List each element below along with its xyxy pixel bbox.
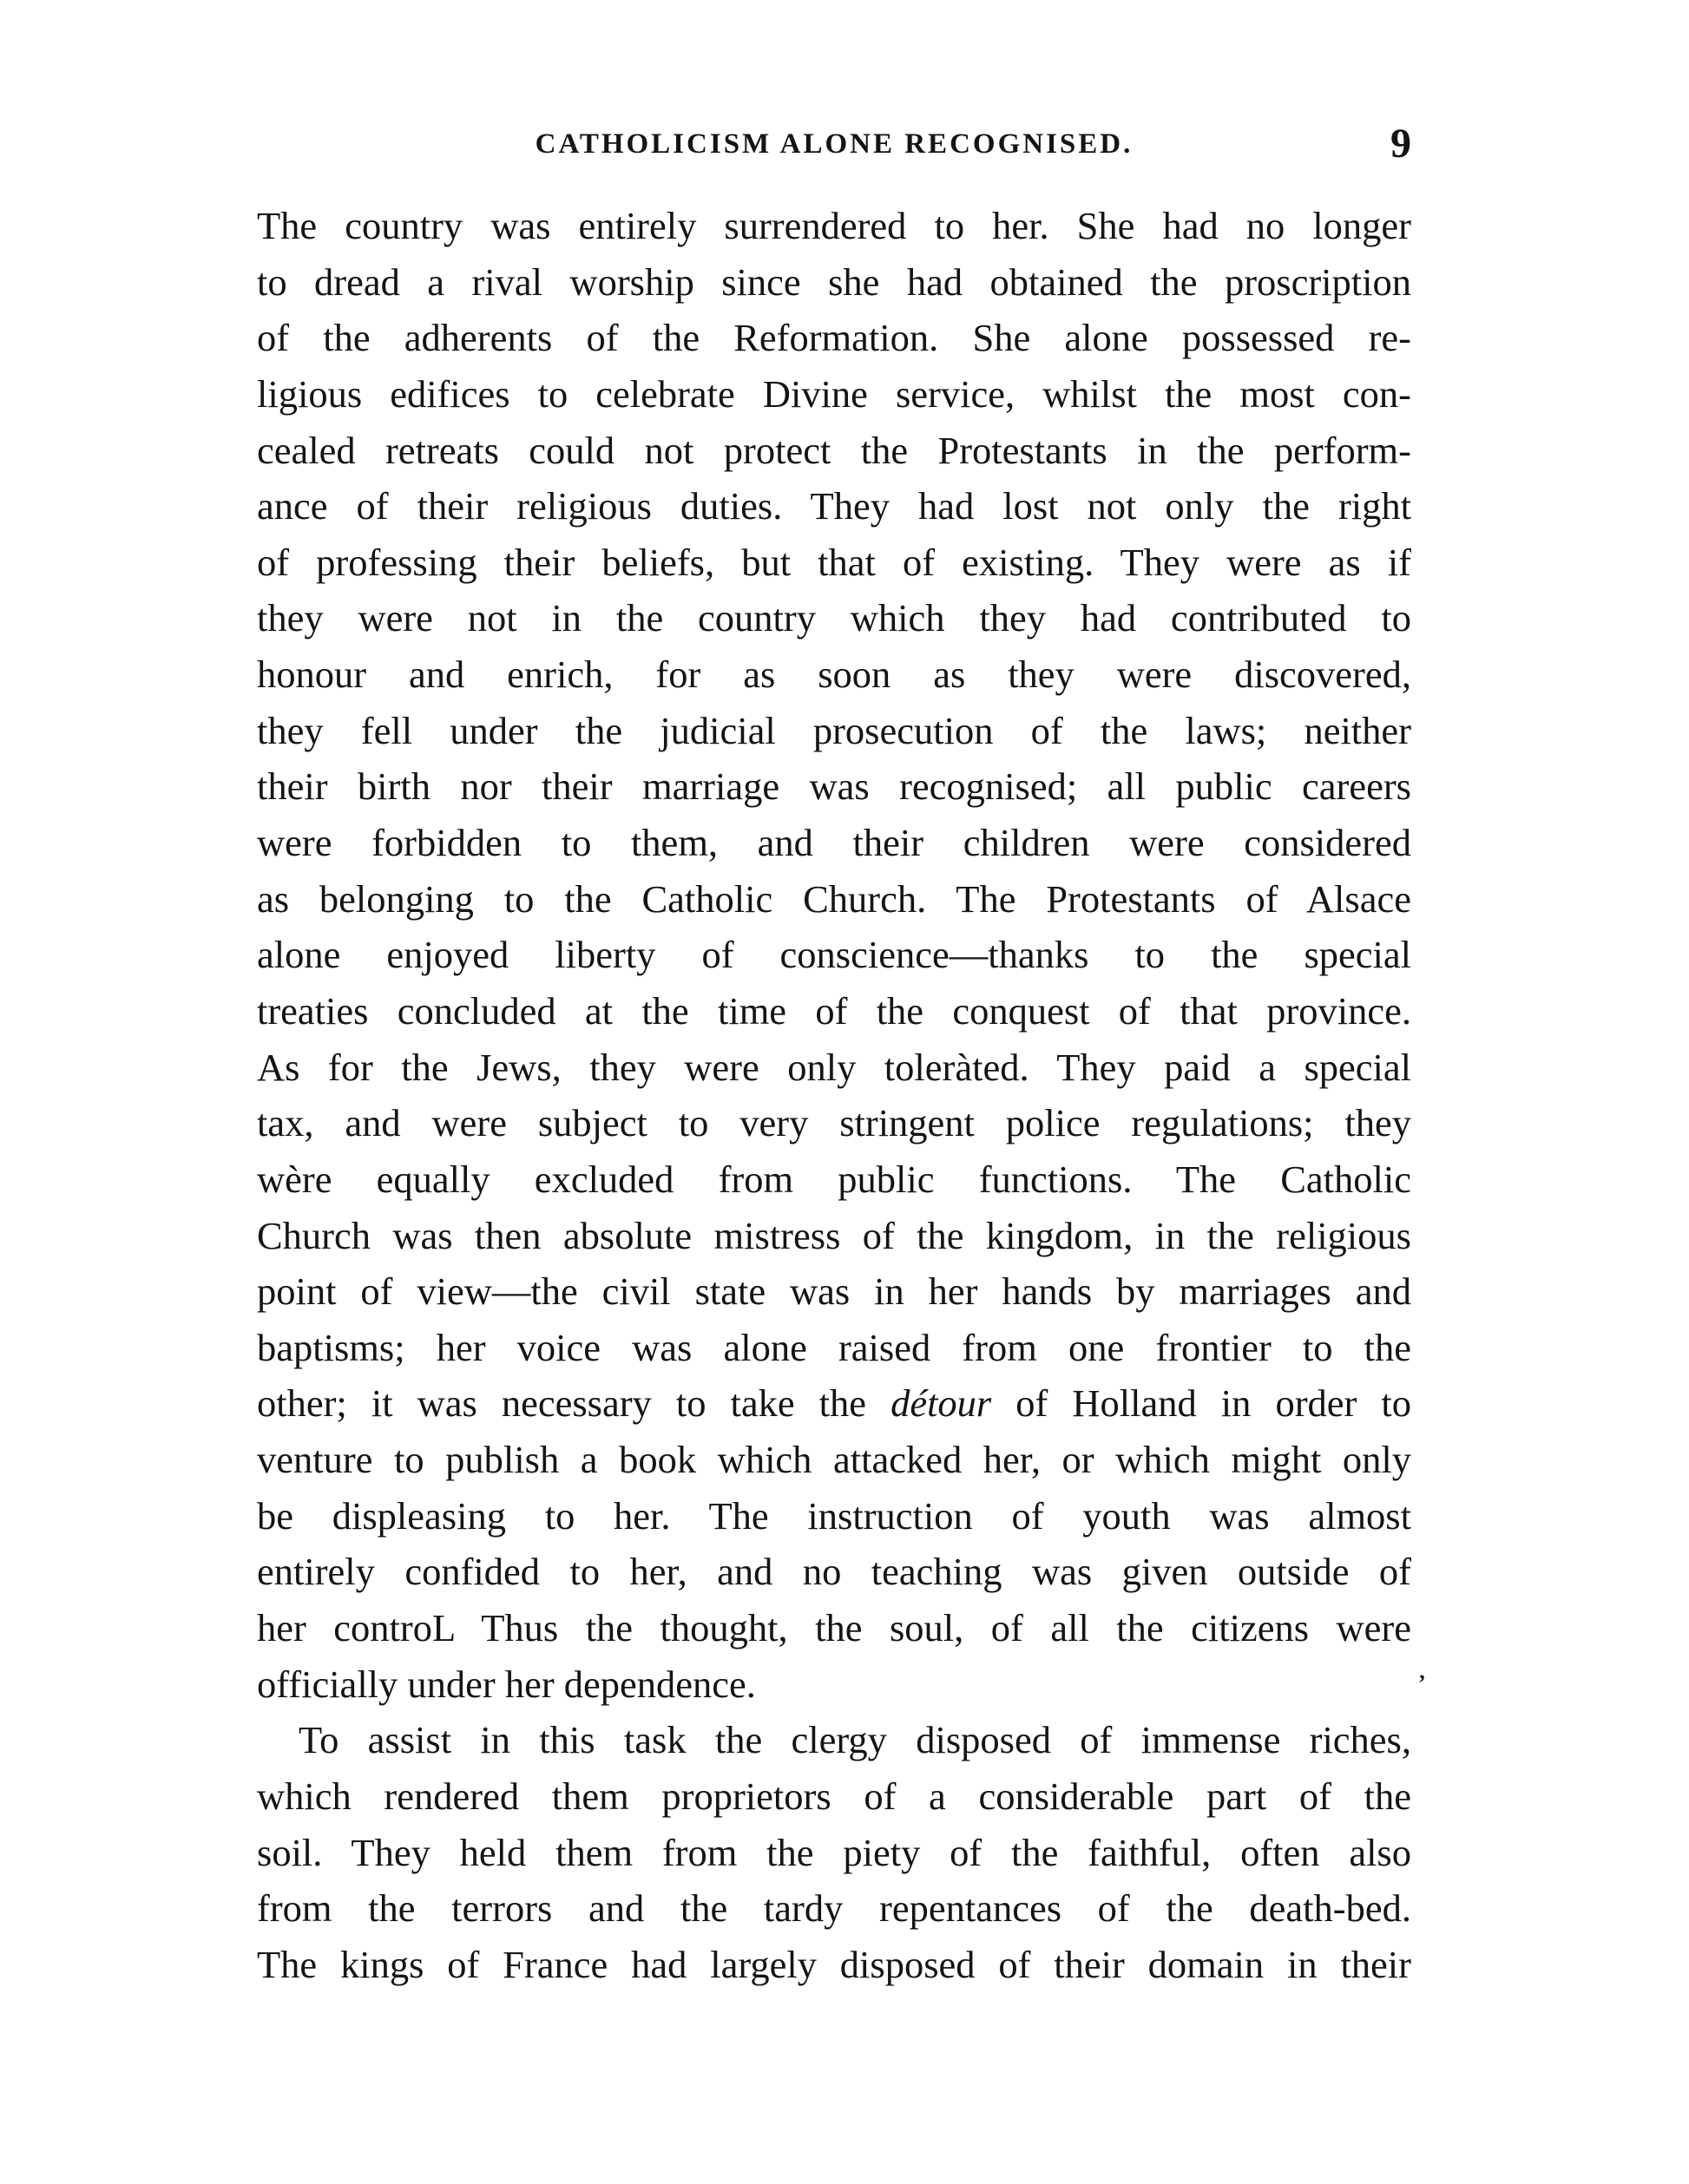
- text-line: to dread a rival worship since she had obtained the proscription: [257, 259, 1411, 304]
- text-line: they were not in the country which they had contributed to: [257, 596, 1411, 640]
- body-text: [257, 198, 1411, 1993]
- text-line: baptisms; her voice was alone raised from one frontier to the: [257, 1325, 1411, 1369]
- text-line: ligious edifices to celebrate Divine service, whilst the most con-: [257, 371, 1411, 416]
- text-line: their birth nor their marriage was recognised; all public careers: [257, 764, 1411, 809]
- text-line: cealed retreats could not protect the Protestants in the perform-: [257, 428, 1411, 472]
- line-segment: other; it was necessary to take the: [257, 1381, 891, 1426]
- text-line: tax, and were subject to very stringent police regulations; they: [257, 1101, 1411, 1145]
- text-line: venture to publish a book which attacked her, or which might only: [257, 1438, 1411, 1482]
- text-line: her controL Thus the thought, the soul, of all the citizens were: [257, 1606, 1411, 1650]
- text-line: they fell under the judicial prosecution of the laws; neither: [257, 708, 1411, 752]
- text-line: as belonging to the Catholic Church. The Protestants of Alsace: [257, 876, 1411, 921]
- paragraph-start-line: To assist in this task the clergy disposed of immense riches,: [299, 1718, 1411, 1762]
- line-segment: of Holland in order to: [991, 1381, 1411, 1426]
- text-line: ance of their religious duties. They had lost not only the right: [257, 484, 1411, 528]
- text-line: point of view—the civil state was in her hands by marriages and: [257, 1269, 1411, 1314]
- running-head: [257, 120, 1411, 172]
- text-line: treaties concluded at the time of the conquest of that province.: [257, 988, 1411, 1033]
- text-line: be displeasing to her. The instruction of youth was almost: [257, 1493, 1411, 1538]
- page-number: 9: [1390, 121, 1411, 167]
- italic-word: détour: [891, 1381, 992, 1426]
- text-line: alone enjoyed liberty of conscience—thanks to the special: [257, 933, 1411, 977]
- text-line: entirely confided to her, and no teaching was given outside of: [257, 1550, 1411, 1594]
- text-line-with-italic: [257, 1375, 1411, 1432]
- text-line: soil. They held them from the piety of the faithful, often also: [257, 1830, 1411, 1874]
- running-title: CATHOLICISM ALONE RECOGNISED.: [535, 128, 1134, 160]
- text-line: of the adherents of the Reformation. She alone possessed re-: [257, 316, 1411, 360]
- paragraph-end-line: officially under her dependence.: [257, 1662, 756, 1706]
- text-line: from the terrors and the tardy repentances of the death-bed.: [257, 1886, 1411, 1931]
- text-line: were forbidden to them, and their children were considered: [257, 821, 1411, 865]
- text-line: Church was then absolute mistress of the kingdom, in the religious: [257, 1213, 1411, 1257]
- text-line: which rendered them proprietors of a considerable part of the: [257, 1774, 1411, 1818]
- text-line: of professing their beliefs, but that of existing. They were as if: [257, 540, 1411, 584]
- stray-print-mark: ʼ: [1418, 1670, 1426, 1695]
- text-line: The country was entirely surrendered to her. She had no longer: [257, 204, 1411, 247]
- text-line: The kings of France had largely disposed of their domain in their: [257, 1942, 1411, 1986]
- text-line: wère equally excluded from public functions. The Catholic: [257, 1157, 1411, 1201]
- text-line: As for the Jews, they were only toleràted. They paid a special: [257, 1045, 1411, 1089]
- text-line: honour and enrich, for as soon as they were discovered,: [257, 653, 1411, 697]
